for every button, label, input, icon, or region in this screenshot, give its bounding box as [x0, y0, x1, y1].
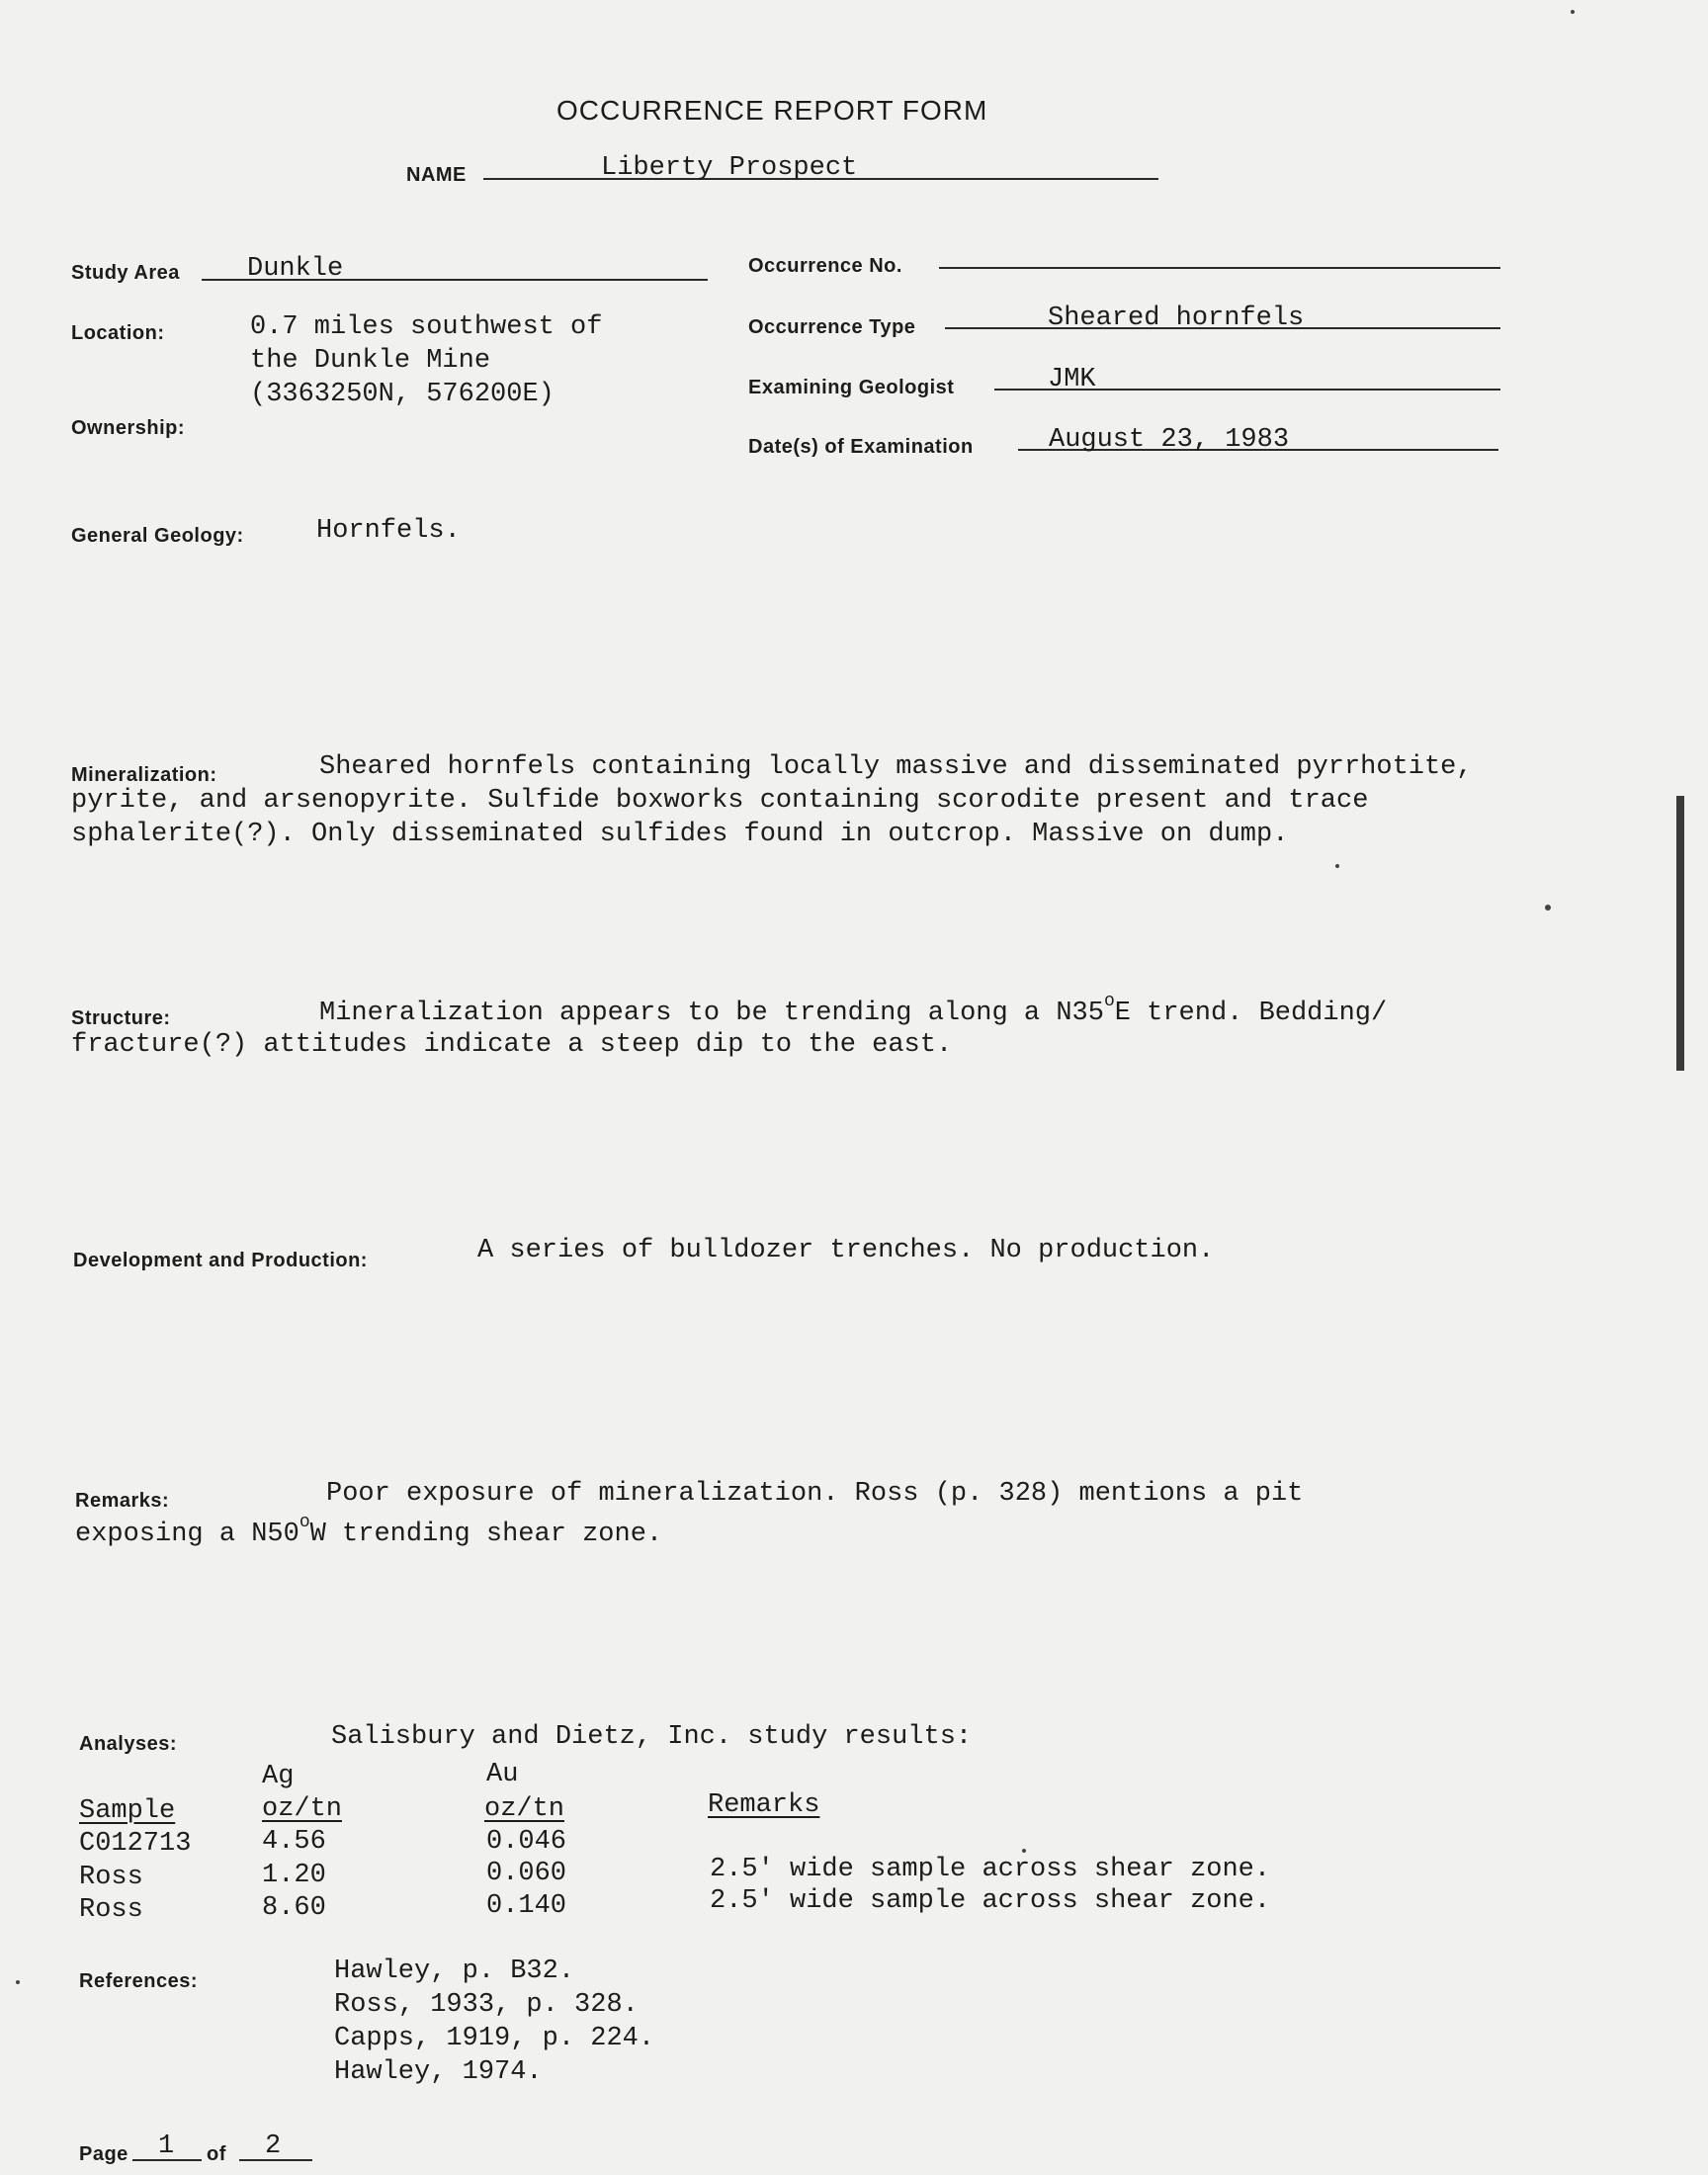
au-unit-header: oz/tn: [484, 1794, 565, 1824]
remarks-column-header: Remarks: [708, 1790, 820, 1820]
occurrence-no-underline: [939, 267, 1500, 269]
mineralization-line-2: pyrite, and arsenopyrite. Sulfide boxworks containing scorodite present and trace: [71, 786, 1369, 816]
ag-header: Ag: [262, 1762, 295, 1791]
scan-edge-mark: [1676, 796, 1684, 1071]
table-cell-ag: 4.56: [262, 1827, 326, 1857]
structure-line-1-a: Mineralization appears to be trending along a N35: [319, 999, 1104, 1028]
remarks-line-2: [75, 1513, 662, 1549]
dates-of-examination-label: Date(s) of Examination: [748, 436, 974, 458]
development-production-text: A series of bulldozer trenches. No production.: [477, 1236, 1215, 1265]
structure-label: Structure:: [71, 1007, 171, 1029]
reference-item: Hawley, p. B32.: [334, 1957, 575, 1986]
location-line-3: (3363250N, 576200E): [250, 380, 555, 409]
form-title: OCCURRENCE REPORT FORM: [556, 95, 988, 126]
mineralization-line-3: sphalerite(?). Only disseminated sulfides found in outcrop. Massive on dump.: [71, 820, 1289, 849]
table-cell-au: 0.046: [486, 1827, 567, 1857]
remarks-label: Remarks:: [75, 1490, 170, 1512]
degree-symbol: o: [1103, 992, 1115, 1011]
table-cell-ag: 1.20: [262, 1861, 326, 1890]
analyses-intro: Salisbury and Dietz, Inc. study results:: [331, 1722, 973, 1752]
name-label: NAME: [406, 164, 467, 186]
study-area-label: Study Area: [71, 262, 180, 284]
study-area-value: Dunkle: [247, 254, 344, 284]
examining-geologist-label: Examining Geologist: [748, 377, 955, 398]
page-label: Page: [79, 2143, 128, 2165]
remarks-line-1: Poor exposure of mineralization. Ross (p. 328) mentions a pit: [326, 1479, 1304, 1509]
general-geology-label: General Geology:: [71, 525, 244, 547]
reference-item: Ross, 1933, p. 328.: [334, 1990, 639, 2020]
au-header: Au: [486, 1760, 519, 1789]
general-geology-text: Hornfels.: [316, 516, 461, 546]
reference-item: Capps, 1919, p. 224.: [334, 2024, 655, 2053]
table-cell-sample: Ross: [79, 1895, 143, 1925]
degree-symbol: o: [299, 1513, 310, 1532]
sample-column-header: Sample: [79, 1796, 176, 1826]
table-cell-remarks: 2.5' wide sample across shear zone.: [710, 1855, 1271, 1884]
ag-unit-header: oz/tn: [262, 1794, 343, 1824]
table-cell-ag: 8.60: [262, 1893, 326, 1923]
table-cell-au: 0.140: [486, 1891, 567, 1921]
page-total: 2: [265, 2132, 282, 2161]
scan-speck: [1571, 10, 1575, 14]
of-label: of: [207, 2143, 226, 2165]
scan-speck: [16, 1980, 20, 1984]
location-line-1: 0.7 miles southwest of: [250, 312, 603, 342]
table-cell-sample: C012713: [79, 1829, 192, 1859]
scan-speck: [1335, 864, 1339, 868]
occurrence-type-label: Occurrence Type: [748, 316, 916, 338]
location-label: Location:: [71, 322, 165, 344]
ownership-label: Ownership:: [71, 417, 186, 439]
remarks-line-2-a: exposing a N50: [75, 1520, 299, 1549]
name-value: Liberty Prospect: [601, 153, 858, 183]
reference-item: Hawley, 1974.: [334, 2057, 543, 2087]
occurrence-no-label: Occurrence No.: [748, 255, 902, 277]
table-cell-sample: Ross: [79, 1863, 143, 1892]
remarks-line-2-b: W trending shear zone.: [309, 1520, 663, 1549]
development-production-label: Development and Production:: [73, 1250, 368, 1271]
structure-line-2: fracture(?) attitudes indicate a steep dip to the east.: [71, 1030, 953, 1060]
examining-geologist-value: JMK: [1048, 365, 1096, 394]
table-cell-remarks: 2.5' wide sample across shear zone.: [710, 1886, 1271, 1916]
structure-line-1: [319, 992, 1387, 1028]
dates-of-examination-value: August 23, 1983: [1049, 425, 1290, 455]
location-line-2: the Dunkle Mine: [250, 346, 491, 376]
page-number: 1: [158, 2132, 175, 2161]
scan-speck: [1022, 1849, 1026, 1853]
mineralization-line-1: Sheared hornfels containing locally massive and disseminated pyrrhotite,: [319, 752, 1473, 782]
occurrence-type-value: Sheared hornfels: [1048, 304, 1305, 333]
references-label: References:: [79, 1970, 199, 1992]
table-cell-au: 0.060: [486, 1859, 567, 1888]
scan-speck: [1545, 905, 1551, 911]
analyses-label: Analyses:: [79, 1733, 177, 1755]
structure-line-1-b: E trend. Bedding/: [1114, 999, 1388, 1028]
mineralization-label: Mineralization:: [71, 764, 217, 786]
